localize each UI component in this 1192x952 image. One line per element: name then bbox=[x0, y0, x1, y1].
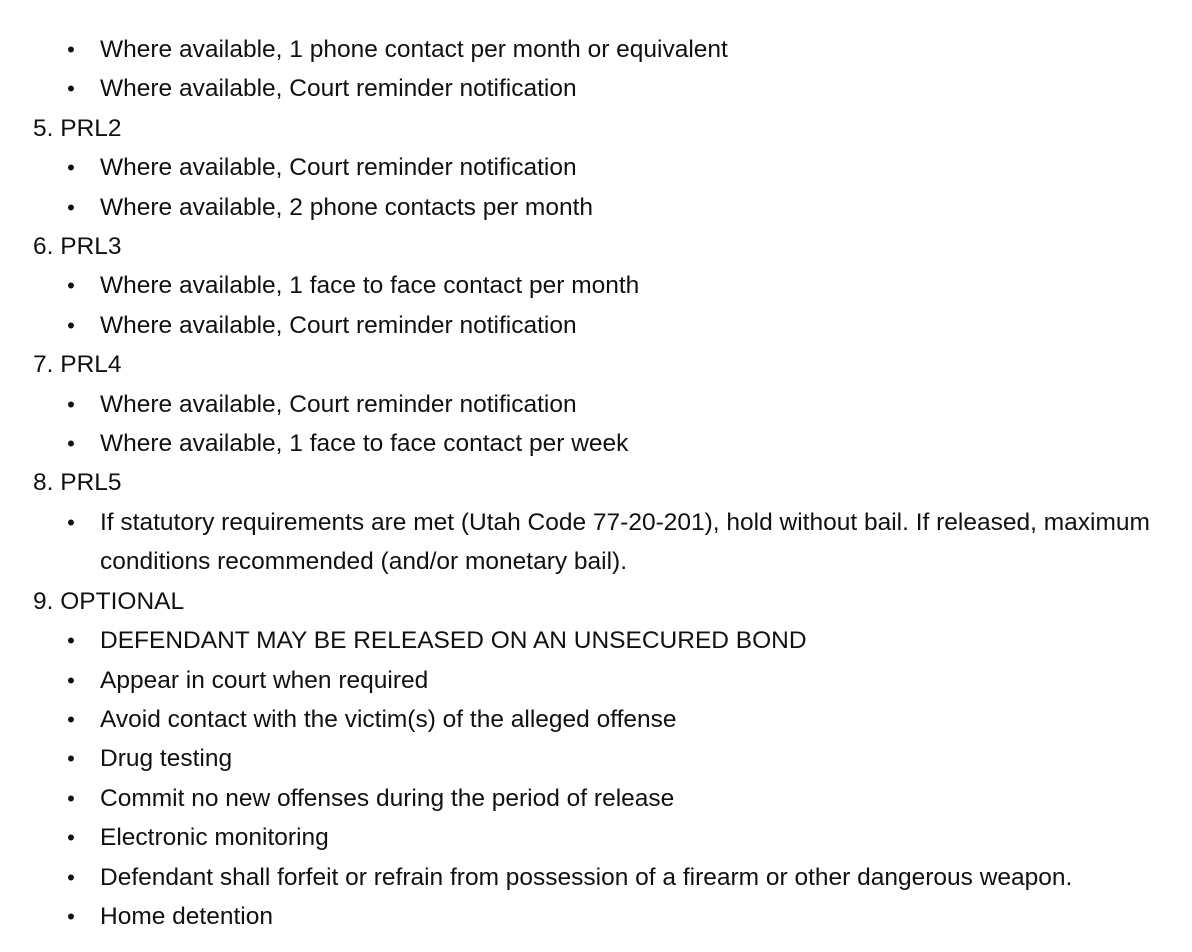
numbered-heading bbox=[0, 109, 1192, 148]
bullet-item bbox=[0, 69, 1192, 108]
bullet-item bbox=[0, 621, 1192, 660]
bullet-item bbox=[0, 739, 1192, 778]
bullet-icon: • bbox=[67, 903, 75, 929]
bullet-item bbox=[0, 306, 1192, 345]
bullet-item bbox=[0, 661, 1192, 700]
list-number: 6. bbox=[33, 233, 54, 261]
bullet-text: Where available, 2 phone contacts per month bbox=[100, 193, 594, 221]
level-label: OPTIONAL bbox=[60, 587, 185, 615]
bullet-item bbox=[0, 148, 1192, 187]
bullet-item bbox=[0, 424, 1192, 463]
bullet-icon: • bbox=[67, 194, 75, 220]
bullet-text: Commit no new offenses during the period of release bbox=[100, 784, 675, 812]
level-label: PRL5 bbox=[60, 469, 122, 497]
level-label: PRL3 bbox=[60, 233, 122, 261]
bullet-icon: • bbox=[67, 37, 75, 62]
bullet-icon: • bbox=[67, 825, 75, 851]
bullet-text: Where available, 1 face to face contact per month bbox=[100, 272, 640, 300]
level-label: PRL4 bbox=[60, 351, 122, 379]
bullet-icon: • bbox=[67, 864, 75, 890]
bullet-text: Defendant shall forfeit or refrain from possession of a firearm or other dangerous weapon. bbox=[100, 863, 1073, 891]
bullet-text: Electronic monitoring bbox=[100, 824, 329, 852]
bullet-icon: • bbox=[67, 273, 75, 299]
bullet-item bbox=[0, 897, 1192, 936]
bullet-text: Where available, 1 face to face contact per week bbox=[100, 430, 629, 458]
bullet-text: Where available, Court reminder notification bbox=[100, 311, 577, 339]
bullet-text: Where available, 1 phone contact per month or equivalent bbox=[100, 36, 728, 63]
bullet-item bbox=[0, 858, 1192, 897]
bullet-item bbox=[0, 188, 1192, 227]
numbered-heading bbox=[0, 582, 1192, 621]
bullet-text: Appear in court when required bbox=[100, 666, 429, 694]
bullet-text: Home detention bbox=[100, 902, 273, 930]
level-label: PRL2 bbox=[60, 114, 122, 142]
bullet-item bbox=[0, 385, 1192, 424]
bullet-item bbox=[0, 818, 1192, 857]
bullet-icon: • bbox=[67, 312, 75, 338]
bullet-icon: • bbox=[67, 746, 75, 772]
bullet-text: Where available, Court reminder notification bbox=[100, 154, 577, 182]
numbered-heading bbox=[0, 227, 1192, 266]
bullet-icon: • bbox=[67, 76, 75, 102]
bullet-text: Where available, Court reminder notification bbox=[100, 75, 577, 103]
bullet-text: Where available, Court reminder notification bbox=[100, 390, 577, 418]
bullet-icon: • bbox=[67, 628, 75, 654]
bullet-item bbox=[0, 266, 1192, 305]
list-number: 5. bbox=[33, 114, 54, 142]
bullet-icon: • bbox=[67, 706, 75, 732]
bullet-icon: • bbox=[67, 509, 75, 535]
numbered-heading bbox=[0, 345, 1192, 384]
pretrial-conditions-list bbox=[0, 30, 1192, 936]
bullet-text: DEFENDANT MAY BE RELEASED ON AN UNSECURED BOND bbox=[100, 627, 807, 655]
bullet-icon: • bbox=[67, 667, 75, 693]
bullet-item bbox=[0, 503, 1192, 582]
bullet-icon: • bbox=[67, 431, 75, 457]
list-number: 9. bbox=[33, 587, 54, 615]
bullet-icon: • bbox=[67, 155, 75, 181]
bullet-text: If statutory requirements are met (Utah Code 77-20-201), hold without bail. If released, maximum conditions recommended (and/or monetary bail). bbox=[100, 508, 1150, 576]
numbered-heading bbox=[0, 463, 1192, 502]
bullet-icon: • bbox=[67, 391, 75, 417]
bullet-item bbox=[0, 30, 1192, 69]
bullet-icon: • bbox=[67, 785, 75, 811]
bullet-item bbox=[0, 779, 1192, 818]
list-number: 7. bbox=[33, 351, 54, 379]
bullet-item bbox=[0, 700, 1192, 739]
bullet-text: Drug testing bbox=[100, 745, 233, 773]
list-number: 8. bbox=[33, 469, 54, 497]
bullet-text: Avoid contact with the victim(s) of the alleged offense bbox=[100, 705, 677, 733]
